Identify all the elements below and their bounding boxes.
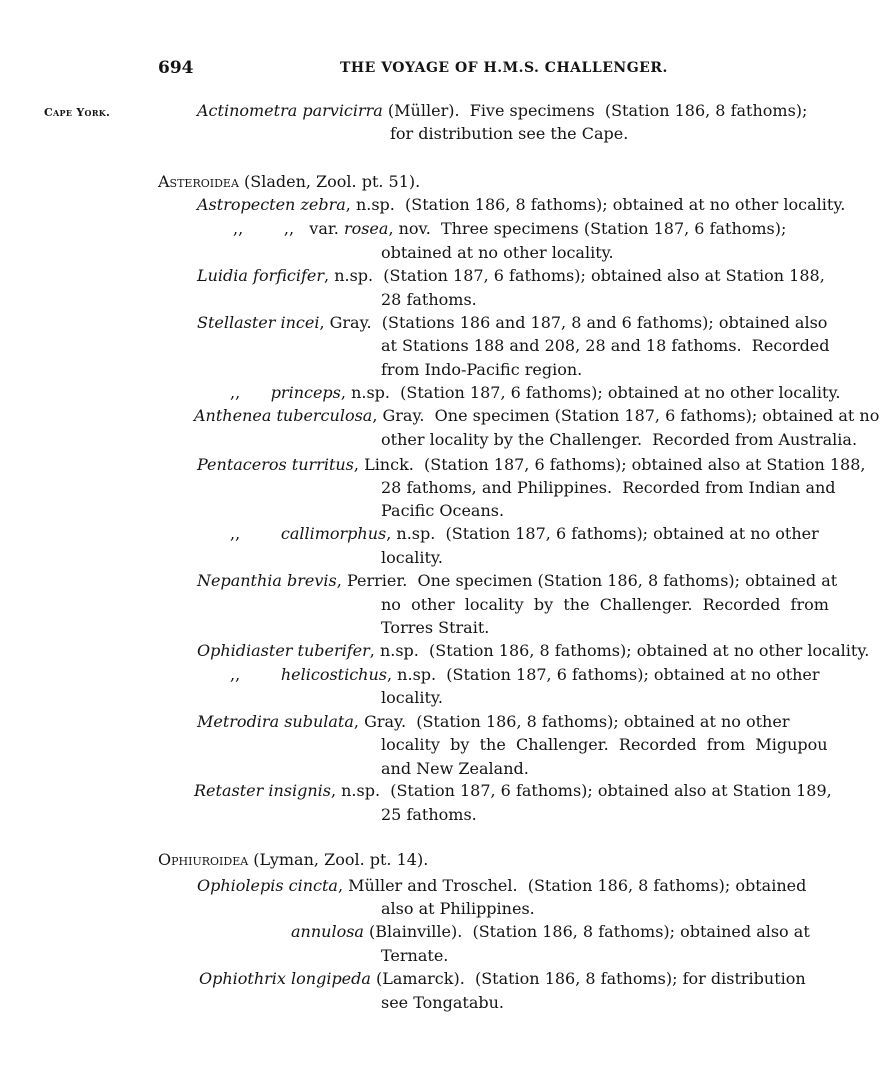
line-text: (Lamarck). (Station 186, 8 fathoms); for distribution bbox=[370, 969, 806, 988]
species-name: helicostichus bbox=[280, 665, 387, 684]
text-line-l20 bbox=[197, 571, 837, 591]
line-text: Torres Strait. bbox=[381, 618, 490, 637]
line-text: , Linck. (Station 187, 6 fathoms); obtained also at Station 188, bbox=[353, 455, 866, 474]
text-line-l07 bbox=[197, 266, 825, 286]
species-name: Luidia forficifer bbox=[197, 266, 325, 285]
text-line-l24 bbox=[230, 665, 820, 685]
text-line-l34 bbox=[291, 922, 810, 942]
text-line-l04 bbox=[197, 195, 845, 215]
line-text: 28 fathoms. bbox=[381, 290, 477, 309]
text-line-l30 bbox=[381, 805, 477, 825]
species-name: Anthenea tuberculosa bbox=[194, 406, 373, 425]
species-name: Ophiolepis cincta bbox=[197, 876, 338, 895]
species-name: Metrodira subulata bbox=[197, 712, 354, 731]
line-text: locality by the Challenger. Recorded from Migupou bbox=[381, 735, 828, 754]
line-text: and New Zealand. bbox=[381, 759, 529, 778]
text-line-l08 bbox=[381, 290, 477, 310]
text-line-l19 bbox=[381, 548, 443, 568]
line-text: Pacific Oceans. bbox=[381, 501, 505, 520]
text-line-l26 bbox=[197, 712, 789, 732]
margin-note: Cape York. bbox=[44, 106, 111, 119]
line-text: , n.sp. (Station 186, 8 fathoms); obtained at no other locality. bbox=[345, 195, 846, 214]
line-text: Ternate. bbox=[381, 946, 449, 965]
text-line-l02 bbox=[390, 124, 628, 144]
text-line-l01 bbox=[197, 101, 807, 121]
text-line-l37 bbox=[381, 993, 504, 1013]
line-text: , n.sp. (Station 186, 8 fathoms); obtained at no other locality. bbox=[369, 641, 870, 660]
line-text: locality. bbox=[381, 688, 443, 707]
group-heading: Ophiuroidea bbox=[158, 850, 249, 869]
species-name: Stellaster incei bbox=[197, 313, 320, 332]
line-text: 25 fathoms. bbox=[381, 805, 477, 824]
line-text: ,, bbox=[230, 665, 281, 684]
line-text: , Gray. (Stations 186 and 187, 8 and 6 fathoms); obtained also bbox=[319, 313, 828, 332]
line-text: 28 fathoms, and Philippines. Recorded from Indian and bbox=[381, 478, 836, 497]
species-name: Astropecten zebra bbox=[197, 195, 346, 214]
text-line-l29 bbox=[194, 781, 832, 801]
line-text: ,, ,, var. bbox=[233, 219, 344, 238]
line-text: , Gray. (Station 186, 8 fathoms); obtained at no other bbox=[353, 712, 790, 731]
text-line-l03 bbox=[158, 172, 420, 192]
text-line-l28 bbox=[381, 759, 529, 779]
line-text: see Tongatabu. bbox=[381, 993, 504, 1012]
line-text: , n.sp. (Station 187, 6 fathoms); obtained at no other locality. bbox=[340, 383, 841, 402]
line-text: obtained at no other locality. bbox=[381, 243, 614, 262]
species-name: callimorphus bbox=[280, 524, 387, 543]
line-text: , n.sp. (Station 187, 6 fathoms); obtained at no other bbox=[386, 524, 819, 543]
text-line-l15 bbox=[197, 455, 866, 475]
line-text: for distribution see the Cape. bbox=[390, 124, 629, 143]
species-name: rosea bbox=[343, 219, 389, 238]
text-line-l31 bbox=[158, 850, 428, 870]
line-text: , Müller and Troschel. (Station 186, 8 fathoms); obtained bbox=[337, 876, 807, 895]
text-line-l36 bbox=[199, 969, 806, 989]
text-line-l27 bbox=[381, 735, 828, 755]
text-line-l32 bbox=[197, 876, 806, 896]
species-name: Retaster insignis bbox=[194, 781, 331, 800]
line-text: also at Philippines. bbox=[381, 899, 535, 918]
text-line-l25 bbox=[381, 688, 443, 708]
text-line-l05 bbox=[233, 219, 786, 239]
text-line-l14 bbox=[381, 430, 857, 450]
line-text: , n.sp. (Station 187, 6 fathoms); obtained at no other bbox=[387, 665, 820, 684]
line-text: from Indo-Pacific region. bbox=[381, 360, 583, 379]
text-line-l11 bbox=[381, 360, 582, 380]
line-text: (Sladen, Zool. pt. 51). bbox=[238, 172, 421, 191]
species-name: Actinometra parvicirra bbox=[197, 101, 383, 120]
species-name: princeps bbox=[270, 383, 341, 402]
species-name: Ophiothrix longipeda bbox=[199, 969, 371, 988]
text-line-l18 bbox=[230, 524, 819, 544]
line-text: locality. bbox=[381, 548, 443, 567]
line-text: (Müller). Five specimens (Station 186, 8 fathoms); bbox=[382, 101, 808, 120]
page-number: 694 bbox=[158, 58, 194, 78]
text-line-l33 bbox=[381, 899, 535, 919]
text-line-l17 bbox=[381, 501, 504, 521]
running-title: THE VOYAGE OF H.M.S. CHALLENGER. bbox=[340, 60, 668, 76]
line-text: ,, bbox=[230, 383, 271, 402]
species-name: Pentaceros turritus bbox=[197, 455, 354, 474]
text-line-l35 bbox=[381, 946, 448, 966]
species-name: Nepanthia brevis bbox=[197, 571, 337, 590]
line-text: , n.sp. (Station 187, 6 fathoms); obtained also at Station 188, bbox=[324, 266, 825, 285]
text-line-l16 bbox=[381, 478, 836, 498]
line-text: , nov. Three specimens (Station 187, 6 fathoms); bbox=[388, 219, 787, 238]
text-line-l12 bbox=[230, 383, 840, 403]
text-line-l22 bbox=[381, 618, 489, 638]
line-text: ,, bbox=[230, 524, 281, 543]
line-text: , Perrier. One specimen (Station 186, 8 fathoms); obtained at bbox=[336, 571, 838, 590]
group-heading: Asteroidea bbox=[158, 172, 239, 191]
line-text: (Blainville). (Station 186, 8 fathoms); obtained also at bbox=[363, 922, 810, 941]
text-line-l09 bbox=[197, 313, 827, 333]
text-line-l10 bbox=[381, 336, 830, 356]
line-text: at Stations 188 and 208, 28 and 18 fathoms. Recorded bbox=[381, 336, 830, 355]
line-text: (Lyman, Zool. pt. 14). bbox=[248, 850, 429, 869]
line-text: , n.sp. (Station 187, 6 fathoms); obtained also at Station 189, bbox=[330, 781, 832, 800]
text-line-l21 bbox=[381, 595, 829, 615]
line-text: , Gray. One specimen (Station 187, 6 fathoms); obtained at no bbox=[372, 406, 880, 425]
species-name: annulosa bbox=[291, 922, 364, 941]
line-text: no other locality by the Challenger. Recorded from bbox=[381, 595, 829, 614]
text-line-l23 bbox=[197, 641, 869, 661]
text-line-l06 bbox=[381, 243, 614, 263]
line-text: other locality by the Challenger. Recorded from Australia. bbox=[381, 430, 858, 449]
species-name: Ophidiaster tuberifer bbox=[197, 641, 370, 660]
text-line-l13 bbox=[194, 406, 879, 426]
